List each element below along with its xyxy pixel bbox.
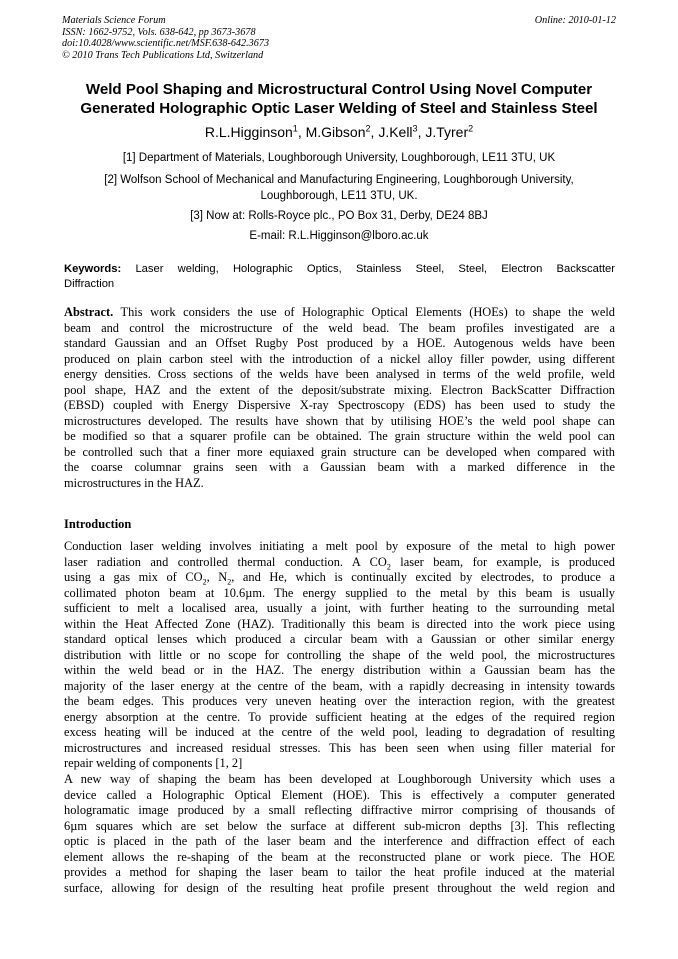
abstract-line: microstructures developed. The results have shown that by utilising HOE’s the weld pool shape can: [64, 413, 615, 428]
paper-title: [50, 80, 628, 118]
intro-line: collimated photon beam at 10.6µm. The energy supplied to the metal by this beam is usually: [64, 585, 615, 600]
abstract-line: (EBSD) coupled with Energy Dispersive X-ray Spectroscopy (EDS) has been used to study the: [64, 398, 615, 412]
introduction-heading: Introduction: [64, 517, 132, 531]
abstract-line: standard Gaussian and an Offset Rugby Post produced by a HOE. Autogenous welds have been: [64, 336, 615, 350]
intro-line: 6µm squares which are set below the surface at different sub-micron depths [3]. This reflecting: [64, 818, 615, 833]
affiliation-1: [1] Department of Materials, Loughborough University, Loughborough, LE11 3TU, UK: [122, 152, 556, 164]
abstract-line: microstructures in the HAZ.: [64, 475, 204, 490]
doi-line: doi:10.4028/www.scientific.net/MSF.638-642.3673: [62, 38, 270, 50]
intro-line: Conduction laser welding involves initiating a melt pool by exposure of the metal to high power: [64, 539, 615, 553]
author-3: J.Kell$^3$,: [378, 123, 426, 140]
intro-line: standard optical lenses which produced a circular beam with a Gaussian or other similar energy: [64, 632, 615, 646]
intro-line: element allows the re-shaping of the beam at the reconstructed plane or work piece. The HOE: [64, 849, 615, 864]
abstract-line: beam and control the microstructure of the weld bead. The beam profiles investigated are a: [64, 320, 615, 335]
author-2: M.Gibson$^2$,: [305, 123, 379, 140]
intro-line: energy absorption at the centre. To provide sufficient heating at the edges of the required region: [64, 709, 615, 724]
online-date: Online: 2010-01-12: [534, 15, 616, 26]
author-list: [50, 122, 628, 142]
author-email: E-mail: R.L.Higginson@lboro.ac.uk: [249, 230, 429, 242]
keywords-line-2: Diffraction: [64, 278, 115, 290]
intro-line: microstructures and increased residual stresses. This has been seen when using filler material for: [64, 740, 615, 755]
abstract: [64, 305, 615, 491]
intro-line: hologramatic image produced by a small reflecting diffractive mirror comprising of thousands of: [64, 803, 615, 817]
abstract-line: pool shape, HAZ and the extent of the deposit/substrate mixing. Electron BackScatter Diffraction: [64, 382, 615, 397]
keywords: [64, 262, 615, 292]
affiliation-3: [3] Now at: Rolls-Royce plc., PO Box 31, Derby, DE24 8BJ: [190, 210, 488, 222]
intro-line: device called a Holographic Optical Element (HOE). This is effectively a computer generated: [64, 787, 615, 802]
intro-line: majority of the laser energy at the centre of the beam, with a rapidly decreasing in intensity towards: [64, 678, 615, 693]
abstract-line: energy densities. Cross sections of the welds have been analysed in terms of the weld profile, weld: [64, 367, 615, 381]
introduction-paragraph-1: [64, 539, 615, 772]
introduction-paragraph-2: [64, 772, 615, 896]
abstract-label: Abstract.: [64, 305, 114, 319]
keywords-label: Keywords:: [64, 263, 122, 275]
intro-line: A new way of shaping the beam has been developed at Loughborough University which uses a: [64, 772, 615, 786]
abstract-line: be controlled such that a finer more equiaxed grain structure can be developed when compared with: [64, 444, 615, 459]
intro-line: excess heating will be induced at the centre of the weld pool, leading to degradation of resulting: [64, 725, 615, 739]
intro-line: laser radiation and controlled thermal conduction. A $CO_2$ laser beam, for example, is produced: [64, 554, 615, 571]
intro-line: using a gas mix of $CO_2$, $N_2$, and He, which is continually excited by electrodes, to produce a: [64, 570, 615, 587]
intro-line: provides a method for shaping the laser beam to tailor the heat profile induced at the material: [64, 865, 615, 879]
intro-line: optic is placed in the path of the laser beam and the interference and diffraction effect of each: [64, 834, 615, 848]
title-line-1: Weld Pool Shaping and Microstructural Control Using Novel Computer: [85, 81, 593, 98]
affiliation-2-line-2: Loughborough, LE11 3TU, UK.: [260, 190, 418, 202]
copyright-line: © 2010 Trans Tech Publications Ltd, Switzerland: [62, 49, 264, 61]
affiliation-2-line-1: [2] Wolfson School of Mechanical and Manufacturing Engineering, Loughborough University,: [104, 174, 574, 186]
intro-line: distribution with little or no scope for controlling the shape of the weld pool, the microstructures: [64, 647, 615, 662]
intro-line: the beam edges. This produces very uneven heating over the interaction region, with the greatest: [64, 694, 615, 708]
keywords-line-1: Keywords: Laser welding, Holographic Optics, Stainless Steel, Steel, Electron Backscatter: [64, 263, 616, 275]
abstract-line: the coarse columnar grains seen with a Gaussian beam with a marked difference in the: [64, 460, 615, 474]
journal-name: Materials Science Forum: [62, 15, 166, 26]
abstract-line: Abstract. This work considers the use of Holographic Optical Elements (HOEs) to shape the weld: [64, 305, 615, 319]
issn-line: ISSN: 1662-9752, Vols. 638-642, pp 3673-3678: [62, 26, 256, 38]
abstract-line: produced on plain carbon steel with the introduction of a nickel alloy filler powder, using different: [64, 351, 615, 366]
intro-line: within the Heat Affected Zone (HAZ). Traditionally this beam is directed into the work piece using: [64, 616, 615, 631]
intro-line: surface, allowing for design of the resulting heat profile present throughout the weld region and: [64, 880, 615, 895]
title-line-2: Generated Holographic Optic Laser Welding of Steel and Stainless Steel: [80, 100, 598, 117]
author-1: R.L.Higginson$^1$,: [204, 123, 306, 140]
journal-header: [62, 15, 616, 61]
abstract-line: be modified so that a squarer profile can be obtained. The grain structure within the weld pool can: [64, 429, 615, 443]
affiliation-2: [62, 172, 616, 204]
intro-line: sufficient to melt a localised area, usually a joint, with further heating to the surrounding metal: [64, 601, 615, 615]
intro-line: repair welding of components [1, 2]: [64, 756, 243, 770]
author-4: J.Tyrer$^2$: [425, 123, 474, 140]
intro-line: within the weld bead or in the HAZ. The energy distribution within a Gaussian beam has the: [64, 663, 615, 677]
